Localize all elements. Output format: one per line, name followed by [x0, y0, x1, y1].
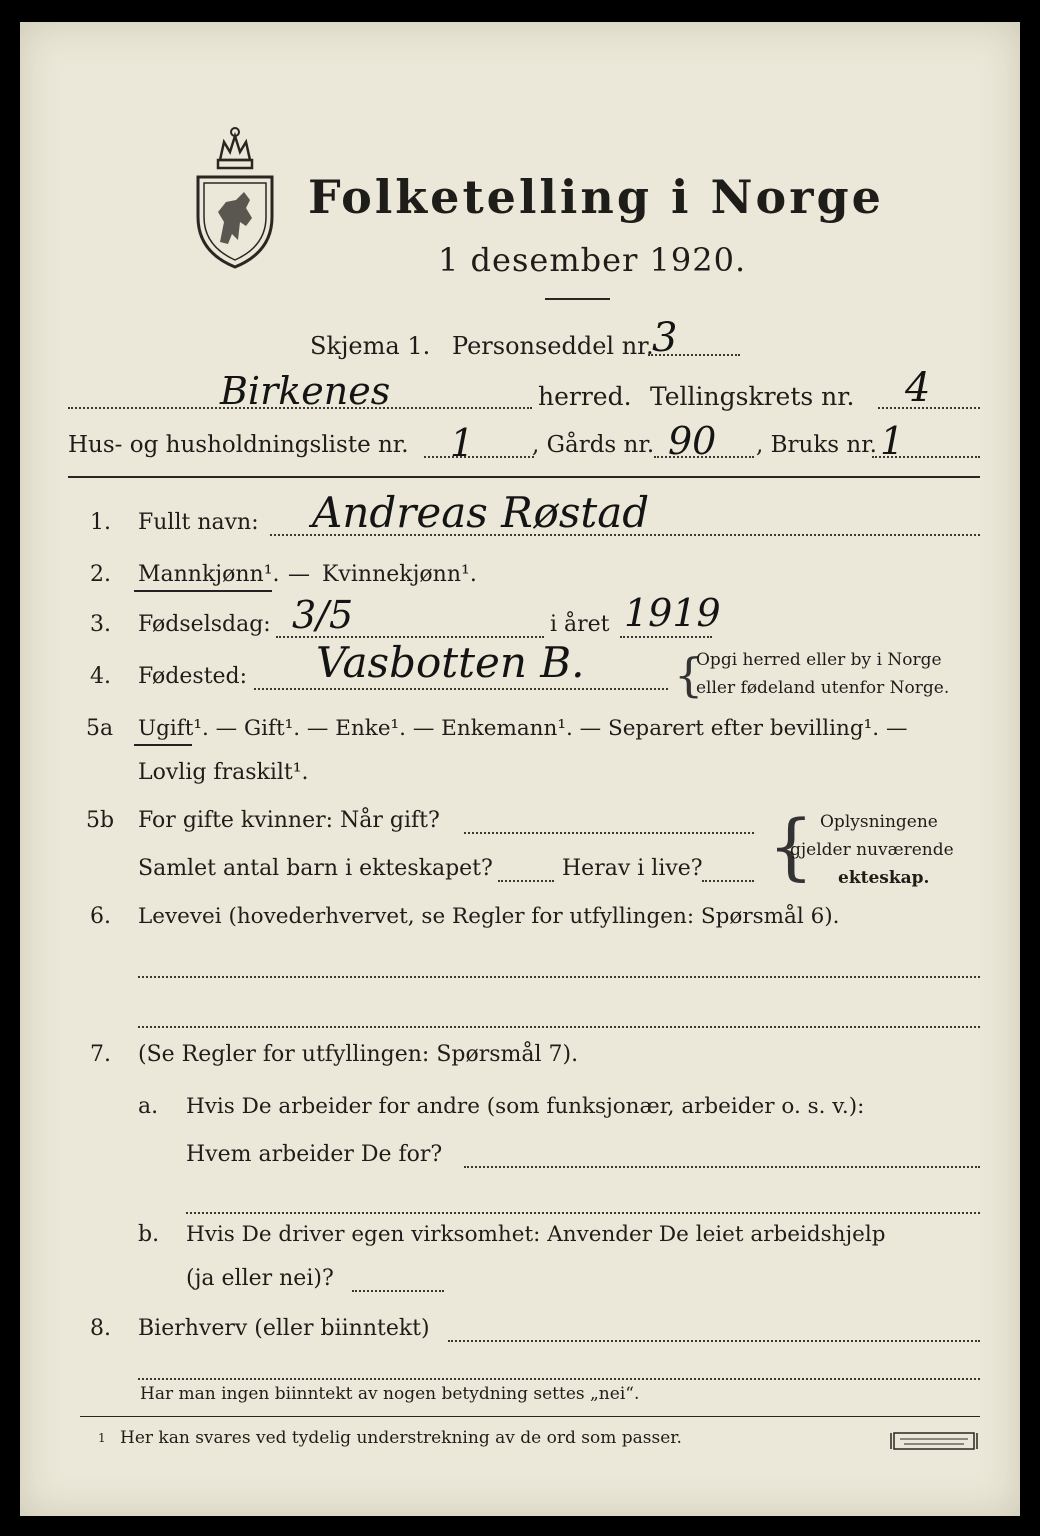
q5b-when-married: For gifte kvinner: Når gift?	[138, 808, 440, 833]
q5b-number: 5b	[86, 808, 115, 833]
q4-value: Vasbotten B.	[316, 638, 585, 687]
q1-value: Andreas Røstad	[312, 488, 650, 537]
tellingskrets-value: 4	[905, 365, 931, 411]
footnote-text: Her kan svares ved tydelig understrekning av de ord som passer.	[120, 1428, 682, 1448]
q5b-note-line3: ekteskap.	[838, 868, 930, 888]
q5b-children-alive: Herav i live?	[562, 856, 703, 881]
hus-line	[424, 456, 534, 458]
page-title: Folketelling i Norge	[308, 170, 884, 224]
skjema-label: Skjema 1.	[310, 332, 431, 360]
personseddel-label: Personseddel nr.	[452, 332, 654, 360]
census-form-page	[20, 22, 1020, 1516]
q7b-line1: Hvis De driver egen virksomhet: Anvender De leiet arbeidshjelp	[186, 1222, 886, 1247]
q2-male-option: Mannkjønn¹.	[138, 562, 280, 587]
q2-number: 2.	[90, 562, 111, 587]
q5a-ugift-underline	[134, 744, 192, 746]
title-divider	[545, 298, 610, 300]
footnote-rule	[80, 1416, 980, 1417]
q7-label: (Se Regler for utfyllingen: Spørsmål 7).	[138, 1042, 579, 1067]
q5b-when-married-line	[464, 832, 754, 834]
q8-answer-line-1	[448, 1340, 980, 1342]
tellingskrets-label: Tellingskrets nr.	[650, 382, 855, 411]
q4-note-line1: Opgi herred eller by i Norge	[696, 650, 942, 670]
hus-value: 1	[450, 421, 475, 465]
q7a-line2: Hvem arbeider De for?	[186, 1142, 443, 1167]
q8-number: 8.	[90, 1316, 111, 1341]
herred-value: Birkenes	[220, 369, 391, 413]
q4-note-brace: {	[674, 648, 704, 702]
q7a-answer-line-1	[464, 1166, 980, 1168]
q7a-line1: Hvis De arbeider for andre (som funksjonær, arbeider o. s. v.):	[186, 1094, 865, 1119]
footnote-mark: 1	[98, 1431, 106, 1445]
printer-stamp-icon	[890, 1430, 978, 1452]
q4-note-line2: eller fødeland utenfor Norge.	[696, 678, 950, 698]
herred-label: herred.	[538, 382, 632, 411]
q5a-options-line2: Lovlig fraskilt¹.	[138, 760, 309, 785]
census-date: 1 desember 1920.	[438, 241, 747, 279]
q5a-options-line1: Ugift¹. — Gift¹. — Enke¹. — Enkemann¹. — Separert efter bevilling¹. —	[138, 716, 908, 741]
q8-label: Bierhverv (eller biinntekt)	[138, 1316, 430, 1341]
hus-label: Hus- og husholdningsliste nr.	[68, 432, 409, 458]
q3-year-line	[620, 636, 712, 638]
q8-note: Har man ingen biinntekt av nogen betydning settes „nei“.	[140, 1384, 640, 1404]
q6-line-2	[138, 1026, 980, 1028]
bruks-value: 1	[880, 419, 905, 463]
q7-number: 7.	[90, 1042, 111, 1067]
q1-label: Fullt navn:	[138, 510, 259, 535]
q5b-note-line2: gjelder nuværende	[790, 840, 954, 860]
q5b-note-brace: {	[768, 804, 814, 888]
personseddel-value: 3	[652, 315, 678, 361]
q1-number: 1.	[90, 510, 111, 535]
q5b-children-total-line	[498, 880, 554, 882]
q7b-letter: b.	[138, 1222, 160, 1247]
bruks-label: , Bruks nr.	[756, 432, 877, 458]
coat-of-arms-icon	[190, 122, 280, 272]
q8-answer-line-2	[138, 1378, 980, 1380]
q3-number: 3.	[90, 612, 111, 637]
q5b-children-total: Samlet antal barn i ekteskapet?	[138, 856, 493, 881]
gards-value: 90	[668, 419, 717, 463]
q5b-children-alive-line	[702, 880, 754, 882]
header-rule	[68, 476, 980, 478]
q5b-note-line1: Oplysningene	[820, 812, 938, 832]
q6-number: 6.	[90, 904, 111, 929]
q3-label: Fødselsdag:	[138, 612, 271, 637]
q7b-answer-line	[352, 1290, 444, 1292]
q7a-letter: a.	[138, 1094, 159, 1119]
q3-year-label: i året	[550, 612, 610, 637]
q7a-answer-line-2	[186, 1212, 980, 1214]
q6-line-1	[138, 976, 980, 978]
q3-year-value: 1919	[624, 591, 721, 635]
gards-label: , Gårds nr.	[532, 432, 655, 458]
q2-male-underline	[134, 590, 272, 592]
q2-female-option: Kvinnekjønn¹.	[322, 562, 477, 587]
q4-number: 4.	[90, 664, 111, 689]
q7b-line2: (ja eller nei)?	[186, 1266, 334, 1291]
q3-value: 3/5	[292, 593, 354, 637]
q4-line	[254, 688, 668, 690]
q2-separator: —	[288, 562, 310, 587]
q4-label: Fødested:	[138, 664, 248, 689]
q5a-number: 5a	[86, 716, 114, 741]
q6-label: Levevei (hovederhvervet, se Regler for utfyllingen: Spørsmål 6).	[138, 904, 840, 929]
